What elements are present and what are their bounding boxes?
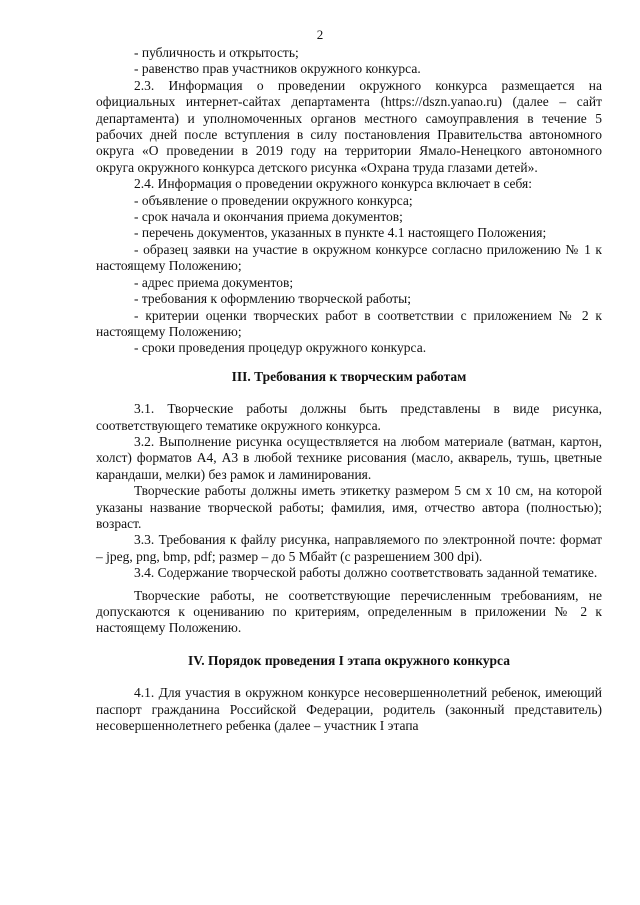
list-item: - публичность и открытость;	[134, 45, 299, 60]
list-item: - срок начала и окончания приема документов;	[134, 209, 403, 225]
paragraph-3-4: 3.4. Содержание творческой работы должно соответствовать заданной тематике.	[134, 565, 598, 581]
paragraph-2-3: 2.3. Информация о проведении окружного конкурса размещается на официальных интернет-сайтах департамента (https://dszn.yanao.ru) (далее – сайт департамента) и уполномоченных органов местного самоуправления в течение 5 рабочих дней после вступления в силу постановления Правительства автономного округа «О проведении в 2019 году на территории Ямало-Ненецкого автономного округа окружного конкурса детского рисунка «Охрана труда глазами детей».	[96, 77, 602, 175]
document-body	[96, 45, 602, 734]
list-item: - критерии оценки творческих работ в соответствии с приложением № 2 к настоящему Положению;	[96, 307, 602, 339]
list-item: - образец заявки на участие в окружном конкурсе согласно приложению № 1 к настоящему Положению;	[96, 241, 602, 274]
list-item: - адрес приема документов;	[134, 274, 294, 290]
paragraph-3-1: 3.1. Творческие работы должны быть представлены в виде рисунка, соответствующего тематике окружного конкурса.	[96, 401, 602, 433]
page-number: 2	[316, 27, 324, 42]
section-heading-3: III. Требования к творческим работам	[231, 368, 467, 384]
list-item: - объявление о проведении окружного конкурса;	[134, 192, 413, 208]
list-item: - перечень документов, указанных в пункте 4.1 настоящего Положения;	[134, 225, 547, 241]
paragraph-3-2-label: Творческие работы должны иметь этикетку размером 5 см х 10 см, на которой указаны название творческой работы; фамилия, имя, отчество автора (полностью); возраст.	[96, 483, 602, 531]
list-item: - равенство прав участников окружного конкурса.	[134, 61, 421, 77]
list-item: - сроки проведения процедур окружного конкурса.	[134, 340, 427, 356]
section-heading-4: IV. Порядок проведения I этапа окружного конкурса	[188, 652, 510, 668]
paragraph-2-4: 2.4. Информация о проведении окружного конкурса включает в себя:	[134, 176, 532, 192]
paragraph-3-3: 3.3. Требования к файлу рисунка, направляемого по электронной почте: формат – jpeg, png, bmp, pdf; размер – до 5 Мбайт (с разрешением 300 dpi).	[96, 532, 602, 564]
list-item: - требования к оформлению творческой работы;	[134, 291, 412, 307]
paragraph-3-4-note: Творческие работы, не соответствующие перечисленным требованиям, не допускаются к оцениванию по критериям, определенным в приложении № 2 к настоящему Положению.	[96, 587, 602, 636]
paragraph-3-2: 3.2. Выполнение рисунка осуществляется на любом материале (ватман, картон, холст) форматов А4, А3 в любой технике рисования (масло, акварель, тушь, цветные карандаши, мелки) без рамок и ламинирования.	[96, 433, 602, 482]
paragraph-4-1: 4.1. Для участия в окружном конкурсе несовершеннолетний ребенок, имеющий паспорт гражданина Российской Федерации, родитель (законный представитель) несовершеннолетнего ребенка (далее – участник I этапа	[96, 685, 602, 734]
